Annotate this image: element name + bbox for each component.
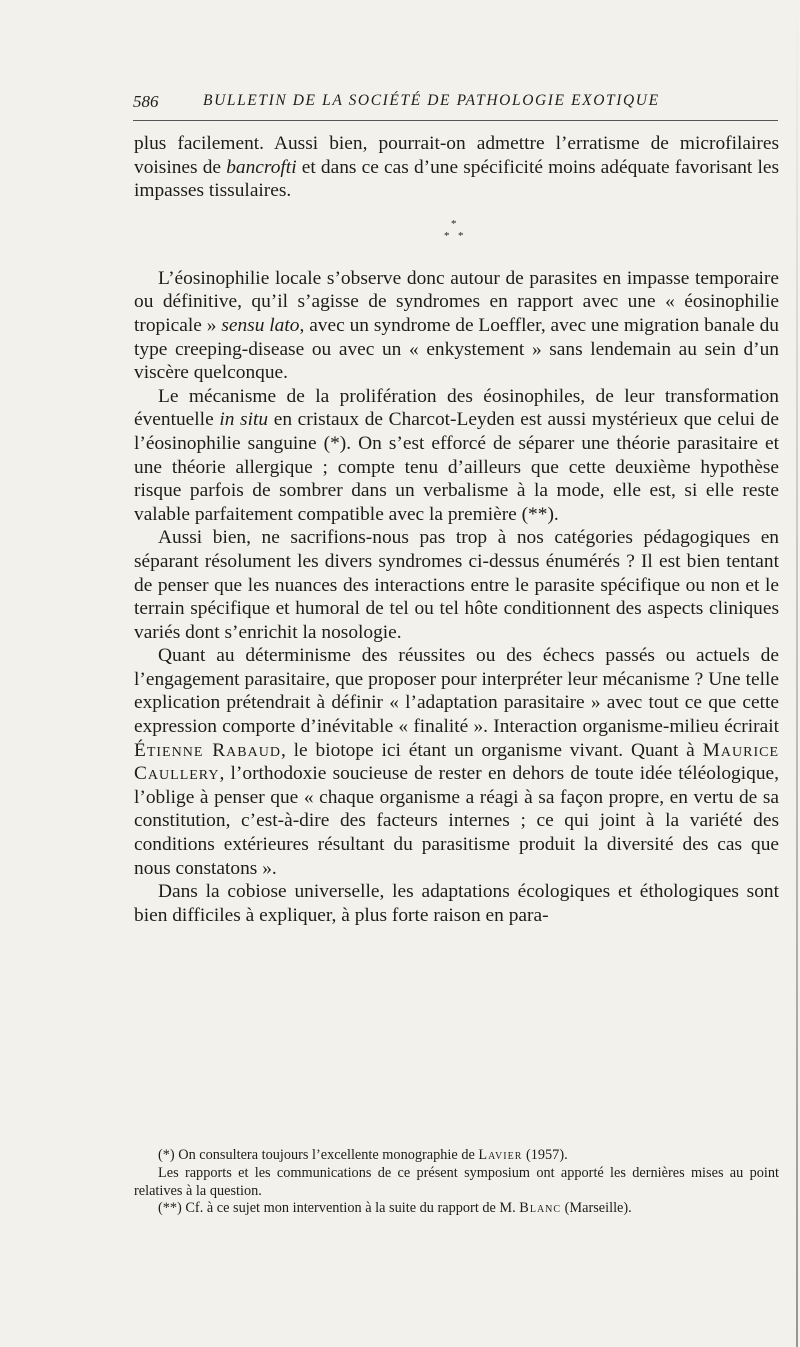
footnote-3-text-a: (**) Cf. à ce sujet mon intervention à la suite du rapport de M. (158, 1200, 520, 1217)
paragraph-1-text-c: et dans ce cas d’une spécificité moins adéquate favorisant les impasses tissulaires. (134, 156, 779, 202)
paragraph-5 (134, 644, 779, 880)
paragraph-3-text-a: Le mécanisme de la prolifération des éosinophiles, de leur transformation éventuelle (134, 385, 779, 431)
footnotes (134, 1147, 779, 1218)
term-sensu-lato: sensu lato (221, 314, 300, 336)
section-asterism (134, 203, 779, 267)
paragraph-1 (134, 132, 779, 203)
footnote-3-text-c: (Marseille). (561, 1200, 632, 1217)
author-name-rabaud: Étienne Rabaud (134, 739, 281, 761)
asterism-star-left: * (444, 229, 450, 242)
author-name-lavier: Lavier (478, 1147, 523, 1163)
page-header (133, 90, 778, 121)
footnote-1-text-a: (*) On consultera toujours l’excellente monographie de (158, 1147, 479, 1163)
body-text (134, 132, 779, 927)
paragraph-2 (134, 267, 779, 385)
footnote-2: Les rapports et les communications de ce présent symposium ont apporté les dernières mises au point relatives à la question. (134, 1164, 779, 1199)
paragraph-1-text-a: plus facilement. Aussi bien, pourrait-on admettre l’erratisme de microfilaires voisines de (134, 133, 779, 178)
author-name-blanc: Blanc (519, 1200, 562, 1217)
paragraph-5-text-c: , le biotope ici étant un organisme vivant. Quant à (280, 739, 703, 761)
paragraph-5-text-a: Quant au déterminisme des réussites ou des échecs passés ou actuels de l’engagement parasitaire, que proposer pour interpréter leur mécanisme ? Une telle explication prétendrait à définir « l’adaptation parasitaire » avec tout ce que cette expression comporte d’inévitable « finalité ». Interaction organisme-milieu écrirait (134, 645, 779, 738)
paragraph-4: Aussi bien, ne sacrifions-nous pas trop à nos catégories pédagogiques en séparant résolument les divers syndromes ci-dessus énumérés ? Il est bien tentant de penser que les nuances des interactions entre le parasite spécifique ou non et le terrain spécifique et humoral de tel ou tel hôte conditionnent des aspects cliniques variés dont s’enrichit la nosologie. (134, 527, 779, 643)
term-in-situ: in situ (219, 409, 269, 431)
species-name-bancrofti: bancrofti (226, 156, 297, 178)
page-number: 586 (133, 92, 159, 111)
asterism-star-top: * (451, 217, 457, 230)
footnote-3 (134, 1200, 779, 1218)
paragraph-5-text-e: , l’orthodoxie soucieuse de rester en dehors de toute idée téléologique, l’oblige à penser que « chaque organisme a réagi à sa façon propre, en vertu de sa constitution, c’est-à-dire des facteurs internes ; ce qui joint à la variété des conditions extérieures résultant du parasitisme produit la diversité des cas que nous constatons ». (134, 763, 779, 879)
asterism-star-right: * (458, 229, 464, 242)
footnote-1-text-c: (1957). (522, 1147, 568, 1163)
paragraph-2-text-c: , avec un syndrome de Loeffler, avec une migration banale du type creeping-disease ou avec un « enkystement » sans lendemain au sein d’un viscère quelconque. (134, 314, 779, 384)
paragraph-3-text-c: en cristaux de Charcot-Leyden est aussi mystérieux que celui de l’éosinophilie sanguine (*). On s’est efforcé de séparer une théorie parasitaire et une théorie allergique ; compte tenu d’ailleurs que cette deuxième hypothèse risque parfois de sombrer dans un verbalisme à la mode, elle est, si elle reste valable parfaitement compatible avec la première (**). (134, 409, 779, 525)
paragraph-2-text-a: L’éosinophilie locale s’observe donc autour de parasites en impasse temporaire ou définitive, qu’il s’agisse de syndromes en rapport avec une « éosinophilie tropicale » (134, 267, 779, 336)
paragraph-6: Dans la cobiose universelle, les adaptations écologiques et éthologiques sont bien difficiles à expliquer, à plus forte raison en para- (134, 881, 779, 926)
author-name-caullery: Maurice Caullery (134, 739, 779, 785)
running-head: BULLETIN DE LA SOCIÉTÉ DE PATHOLOGIE EXOTIQUE (203, 92, 660, 109)
footnote-1 (134, 1147, 779, 1165)
page-edge-shadow (796, 0, 798, 1347)
paragraph-3 (134, 385, 779, 527)
